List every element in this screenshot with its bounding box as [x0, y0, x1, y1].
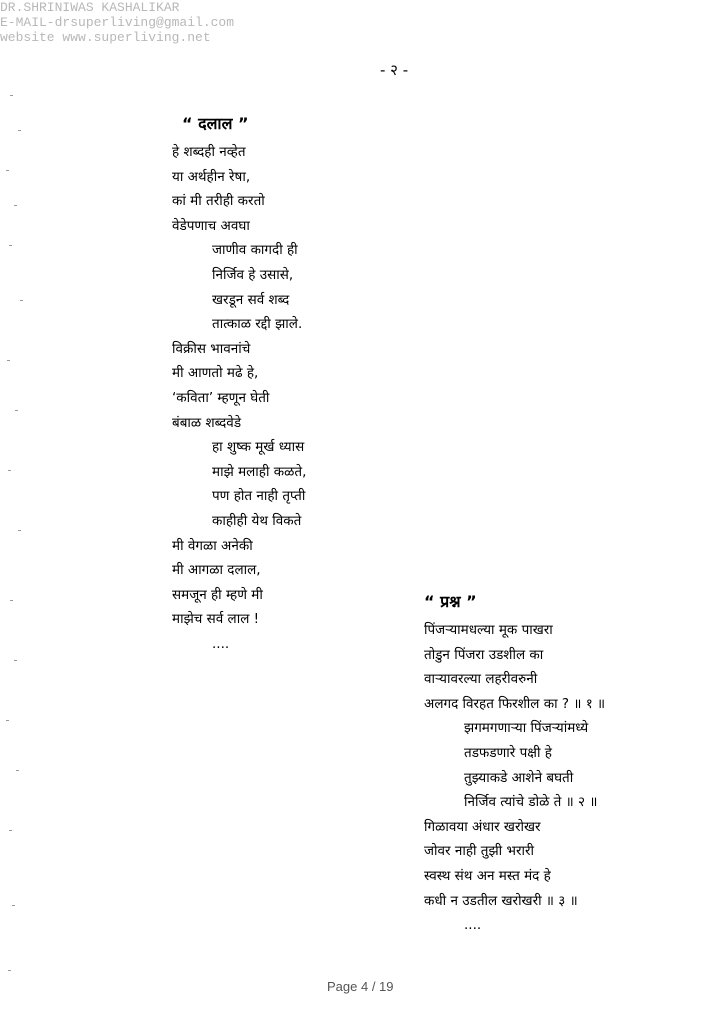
poem-title: “ दलाल ”	[182, 114, 249, 133]
poem-line: पिंजऱ्यामधल्या मूक पाखरा	[424, 622, 553, 638]
poem-line: वेडेपणाच अवघा	[172, 217, 250, 234]
author-email: E-MAIL-drsuperliving@gmail.com	[0, 15, 235, 30]
poem-line: जोवर नाही तुझी भरारी	[424, 843, 534, 860]
poem-line: मी आणतो मढे हे,	[172, 365, 259, 382]
poem-line: कधी न उडतील खरोखरी ॥ ३ ॥	[424, 892, 578, 909]
poem-line: हा शुष्क मूर्ख ध्यास	[212, 439, 305, 456]
poem-line: बंबाळ शब्दवेडे	[172, 414, 242, 431]
poem-line: ‘कविता’ म्हणून घेती	[172, 389, 270, 406]
poem-line: झगमगणाऱ्या पिंजऱ्यांमध्ये	[464, 720, 589, 737]
poem-line: ....	[464, 917, 482, 934]
poem-line: स्वस्थ संथ अन मस्त मंद हे	[424, 867, 551, 884]
author-name: DR.SHRINIWAS KASHALIKAR	[0, 0, 180, 15]
poem-title: “ प्रश्न ”	[424, 592, 477, 611]
poem-line: अलगद विरहत फिरशील का ? ॥ १ ॥	[424, 695, 606, 712]
page-counter: Page 4 / 19	[327, 979, 394, 994]
poem-line: तोडुन पिंजरा उडशील का	[424, 646, 544, 663]
poem-line: समजून ही म्हणे मी	[172, 586, 263, 603]
poem-line: या अर्थहीन रेषा,	[172, 168, 251, 185]
poem-line: तुझ्याकडे आशेने बघती	[464, 769, 574, 786]
poem-line: माझेच सर्व लाल !	[172, 611, 260, 628]
page-number-top: - २ -	[380, 61, 409, 79]
poem-dalal	[172, 112, 306, 656]
poem-line: ....	[212, 635, 230, 652]
poem-line: वाऱ्यावरल्या लहरीवरुनी	[424, 671, 538, 688]
poem-prashna	[424, 590, 605, 938]
poem-line: मी वेगळा अनेकी	[172, 537, 253, 554]
poem-line: तडफडणारे पक्षी हे	[464, 744, 552, 761]
poem-lines	[172, 140, 306, 656]
poem-line: पण होत नाही तृप्ती	[212, 488, 306, 505]
author-website: website www.superliving.net	[0, 30, 211, 45]
poem-line: जाणीव कागदी ही	[212, 242, 298, 259]
poem-lines	[424, 618, 605, 938]
poem-line: निर्जिव त्यांचे डोळे ते ॥ २ ॥	[464, 794, 598, 811]
poem-line: हे शब्दही नव्हेत	[172, 144, 246, 160]
poem-line: कां मी तरीही करतो	[172, 193, 265, 210]
poem-line: गिळावया अंधार खरोखर	[424, 818, 541, 835]
poem-line: खरडून सर्व शब्द	[212, 291, 290, 308]
poem-line: विक्रीस भावनांचे	[172, 340, 251, 357]
poem-line: माझे मलाही कळते,	[212, 463, 307, 480]
poem-line: निर्जिव हे उसासे,	[212, 266, 294, 283]
poem-line: काहीही येथ विकते	[212, 512, 302, 529]
poem-line: तात्काळ रद्दी झाले.	[212, 316, 303, 333]
poem-line: मी आगळा दलाल,	[172, 562, 261, 579]
